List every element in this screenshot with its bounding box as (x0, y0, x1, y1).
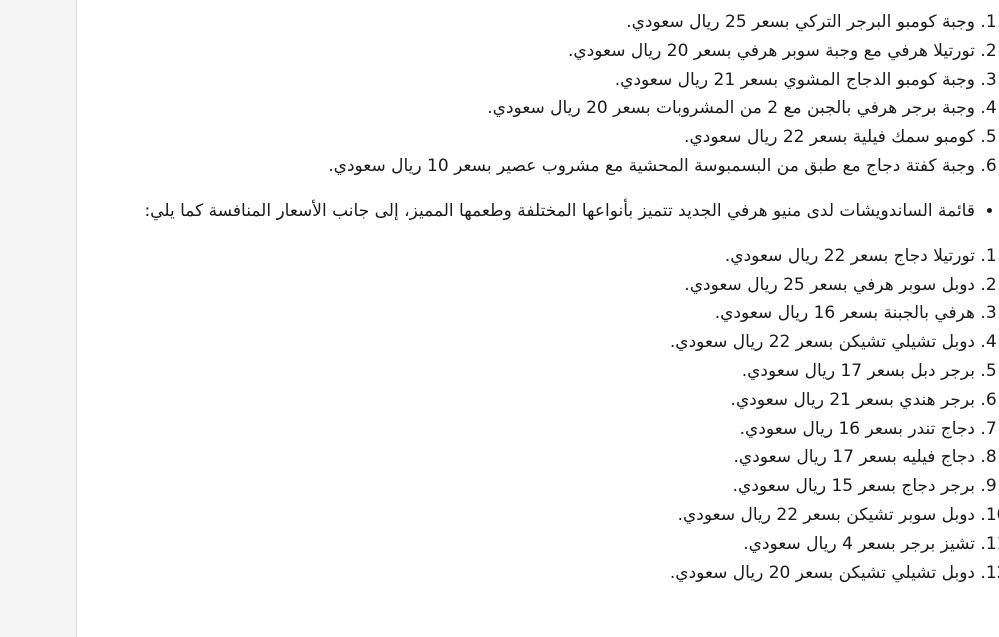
list-item: 10. دوبل سوبر تشيكن بسعر 22 ريال سعودي. (77, 501, 975, 530)
sandwich-intro-bullet (77, 197, 999, 226)
list-item: 11. تشيز برجر بسعر 4 ريال سعودي. (77, 530, 975, 559)
list-item: 7. دجاج تندر بسعر 16 ريال سعودي. (77, 415, 975, 444)
list-item: 2. تورتيلا هرفي مع وجبة سوبر هرفي بسعر 20 ريال سعودي. (77, 37, 975, 66)
list-item: 8. دجاج فيليه بسعر 17 ريال سعودي. (77, 443, 975, 472)
list-item: 5. برجر دبل بسعر 17 ريال سعودي. (77, 357, 975, 386)
list-item: 12. دوبل تشيلي تشيكن بسعر 20 ريال سعودي. (77, 559, 975, 588)
bullet-paragraph: • قائمة الساندويشات لدى منيو هرفي الجديد تتميز بأنواعها المختلفة وطعمها المميز، إلى جانب الأسعار المنافسة كما يلي: (115, 197, 975, 226)
list-item: 6. برجر هندي بسعر 21 ريال سعودي. (77, 386, 975, 415)
list-item: 6. وجبة كفتة دجاج مع طبق من البسمبوسة المحشية مع مشروب عصير بسعر 10 ريال سعودي. (77, 152, 975, 181)
list-item: 3. وجبة كومبو الدجاج المشوي بسعر 21 ريال سعودي. (77, 66, 975, 95)
page-gutter (0, 0, 77, 637)
list-item: 9. برجر دجاج بسعر 15 ريال سعودي. (77, 472, 975, 501)
list-item: 1. وجبة كومبو البرجر التركي بسعر 25 ريال سعودي. (77, 8, 975, 37)
list-item: 5. كومبو سمك فيلية بسعر 22 ريال سعودي. (77, 123, 975, 152)
article-content (77, 0, 999, 637)
combo-meals-list (77, 0, 999, 181)
list-item: 3. هرفي بالجبنة بسعر 16 ريال سعودي. (77, 299, 975, 328)
list-item: 4. وجبة برجر هرفي بالجبن مع 2 من المشروبات بسعر 20 ريال سعودي. (77, 94, 975, 123)
list-item: 1. تورتيلا دجاج بسعر 22 ريال سعودي. (77, 242, 975, 271)
sandwich-list (77, 242, 999, 588)
list-item: 2. دوبل سوبر هرفي بسعر 25 ريال سعودي. (77, 271, 975, 300)
list-item: 4. دوبل تشيلي تشيكن بسعر 22 ريال سعودي. (77, 328, 975, 357)
